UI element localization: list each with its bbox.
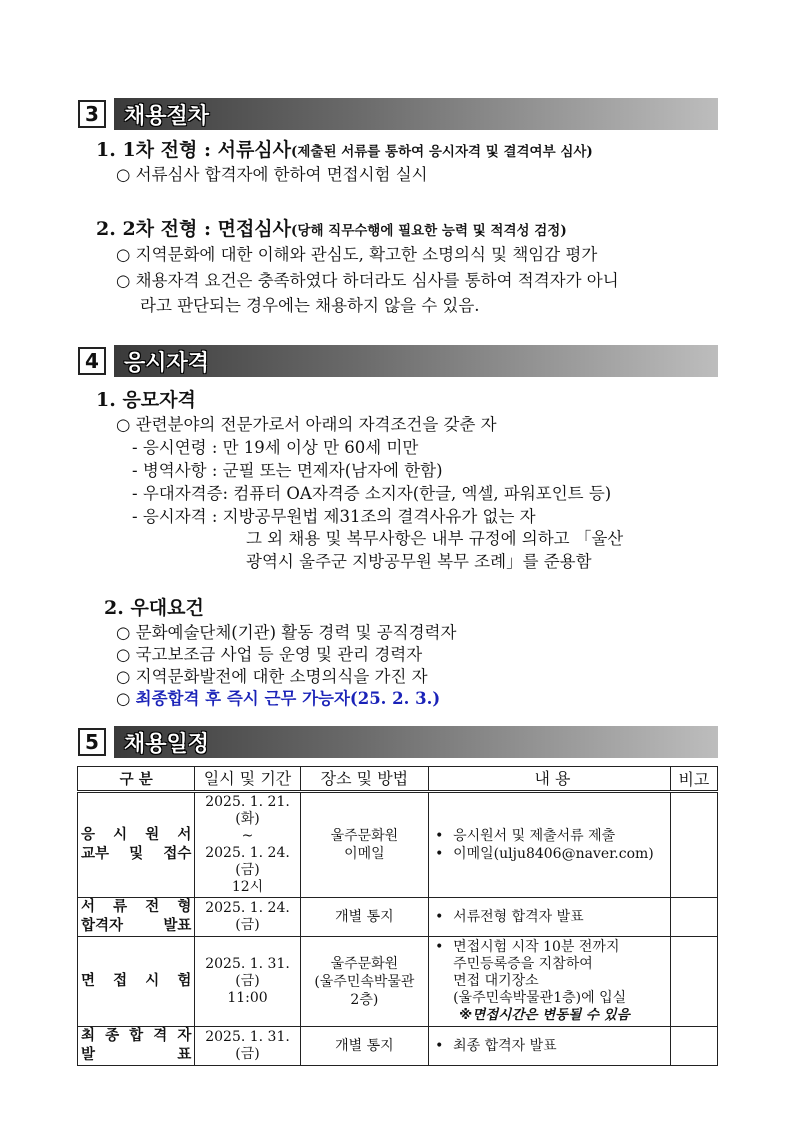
q1-cert: - 우대자격증: 컴퓨터 OA자격증 소지자(한글, 엑셀, 파워포인트 등) [132, 484, 612, 503]
section-number: 4 [78, 347, 106, 375]
row-date: 2025. 1. 24.(금) [195, 898, 300, 937]
q2-item-highlight: ○ 최종합격 후 즉시 근무 가능자(25. 2. 3.) [116, 689, 441, 708]
row-note [670, 898, 717, 937]
section-title-bar [114, 345, 718, 377]
col-header-place: 장소 및 방법 [300, 767, 428, 792]
stage2-item: ○ 채용자격 요건은 충족하였다 하더라도 심사를 통하여 적격자가 아니 [116, 271, 619, 290]
q2-item: ○ 국고보조금 사업 등 운영 및 관리 경력자 [116, 645, 423, 664]
section-title: 응시자격 [124, 350, 210, 376]
row-content: • 응시원서 및 제출서류 제출 • 이메일(ulju8406@naver.com) [429, 792, 671, 898]
q1-heading: 1. 응모자격 [96, 389, 196, 411]
col-header-date: 일시 및 기간 [195, 767, 300, 792]
section-3-header [78, 98, 718, 130]
col-header-category: 구 분 [78, 767, 195, 792]
row-category: 최 종 합 격 자 발 표 [78, 1027, 195, 1066]
col-header-content: 내 용 [429, 767, 671, 792]
row-date: 2025. 1. 31.(금) 11:00 [195, 937, 300, 1027]
section-title-bar [114, 98, 718, 130]
q2-item: ○ 지역문화발전에 대한 소명의식을 가진 자 [116, 667, 428, 686]
row-content: • 면접시험 시작 10분 전까지 주민등록증을 지참하여 면접 대기장소 (울주민속박물관1층)에 입실 ※면접시간은 변동될 수 있음 [429, 937, 671, 1027]
q2-heading: 2. 우대요건 [104, 597, 204, 619]
stage2-item: ○ 지역문화에 대한 이해와 관심도, 확고한 소명의식 및 책임감 평가 [116, 245, 598, 264]
table-row [78, 898, 718, 937]
row-category: 서 류 전 형 합격자 발표 [78, 898, 195, 937]
row-category: 응 시 원 서 교부 및 접수 [78, 792, 195, 898]
q1-military: - 병역사항 : 군필 또는 면제자(남자에 한함) [132, 461, 443, 480]
row-place: 개별 통지 [300, 1027, 428, 1066]
table-row [78, 937, 718, 1027]
stage1-heading: 1. 1차 전형 : 서류심사(제출된 서류를 통하여 응시자격 및 결격여부 심사) [96, 139, 593, 161]
q1-qual-cont: 광역시 울주군 지방공무원 복무 조례」를 준용함 [246, 552, 592, 571]
table-row [78, 792, 718, 898]
stage1-item: ○ 서류심사 합격자에 한하여 면접시험 실시 [116, 165, 428, 184]
q1-intro: ○ 관련분야의 전문가로서 아래의 자격조건을 갖춘 자 [116, 415, 497, 434]
row-date: 2025. 1. 31.(금) [195, 1027, 300, 1066]
row-category: 면 접 시 험 [78, 937, 195, 1027]
q1-age: - 응시연령 : 만 19세 이상 만 60세 미만 [132, 438, 419, 457]
row-place: 울주문화원 (울주민속박물관 2층) [300, 937, 428, 1027]
section-5-header [78, 726, 718, 758]
interview-note: ※면접시간은 변동될 수 있음 [459, 1007, 630, 1023]
row-content: • 서류전형 합격자 발표 [429, 898, 671, 937]
row-place: 개별 통지 [300, 898, 428, 937]
section-title-bar [114, 726, 718, 758]
q1-qual-cont: 그 외 채용 및 복무사항은 내부 규정에 의하고 「울산 [246, 529, 624, 548]
section-title: 채용일정 [124, 731, 210, 757]
q2-item: ○ 문화예술단체(기관) 활동 경력 및 공직경력자 [116, 623, 457, 642]
section-4-header [78, 345, 718, 377]
schedule-table [77, 766, 718, 1066]
row-date: 2025. 1. 21.(화) ~ 2025. 1. 24.(금) 12시 [195, 792, 300, 898]
col-header-note: 비고 [670, 767, 717, 792]
row-note [670, 792, 717, 898]
section-number: 5 [78, 728, 106, 756]
row-place: 울주문화원 이메일 [300, 792, 428, 898]
row-note [670, 1027, 717, 1066]
section-title: 채용절차 [124, 103, 210, 129]
q1-qual: - 응시자격 : 지방공무원법 제31조의 결격사유가 없는 자 [132, 507, 536, 526]
row-note [670, 937, 717, 1027]
table-header-row [78, 767, 718, 792]
stage2-heading: 2. 2차 전형 : 면접심사(당해 직무수행에 필요한 능력 및 적격성 검정) [96, 218, 567, 240]
row-content: • 최종 합격자 발표 [429, 1027, 671, 1066]
section-number: 3 [78, 100, 106, 128]
stage2-item-cont: 라고 판단되는 경우에는 채용하지 않을 수 있음. [140, 296, 480, 315]
table-row [78, 1027, 718, 1066]
